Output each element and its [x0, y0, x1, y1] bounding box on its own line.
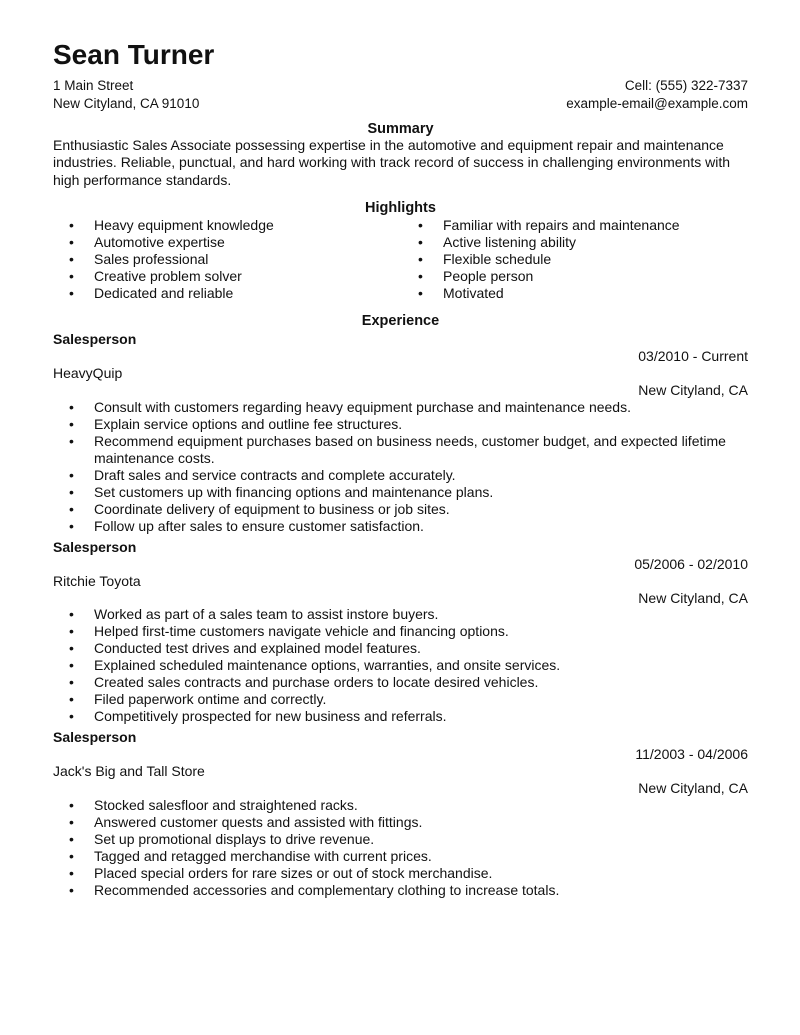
candidate-name: Sean Turner [53, 39, 215, 70]
job-bullet: • Set customers up with financing options and maintenance plans. [53, 484, 753, 501]
job-bullet: • Consult with customers regarding heavy equipment purchase and maintenance needs. [53, 399, 753, 416]
highlights-heading: Highlights [365, 200, 436, 216]
job-title: Salesperson [53, 331, 137, 347]
job-company: Jack's Big and Tall Store [53, 763, 205, 779]
job-bullets [53, 399, 753, 535]
summary-heading: Summary [367, 121, 434, 137]
phone: Cell: (555) 322-7337 [624, 78, 748, 93]
job-bullet: • Recommend equipment purchases based on business needs, customer budget, and expected lifetime maintenance costs. [53, 433, 753, 467]
experience-heading: Experience [361, 313, 440, 329]
job-bullet: • Explained scheduled maintenance options, warranties, and onsite services. [53, 657, 753, 674]
job-dates: 05/2006 - 02/2010 [634, 556, 748, 572]
job-bullet: • Set up promotional displays to drive revenue. [53, 831, 753, 848]
job-bullets [53, 606, 753, 725]
job-bullet: • Filed paperwork ontime and correctly. [53, 691, 753, 708]
job-bullet: • Helped first-time customers navigate vehicle and financing options. [53, 623, 753, 640]
highlight-item: • Active listening ability [402, 234, 752, 251]
job-bullet: • Stocked salesfloor and straightened racks. [53, 797, 753, 814]
job-bullets [53, 797, 753, 899]
summary-text: Enthusiastic Sales Associate possessing expertise in the automotive and equipment repair and maintenance industries. Reliable, punctual, and hard working with track record of success in challenging environments with high performance standards. [53, 137, 731, 188]
job-title: Salesperson [53, 729, 137, 745]
job-bullet: • Recommended accessories and complementary clothing to increase totals. [53, 882, 753, 899]
job-bullet: • Explain service options and outline fee structures. [53, 416, 753, 433]
job-bullet: • Conducted test drives and explained model features. [53, 640, 753, 657]
job-bullet: • Coordinate delivery of equipment to business or job sites. [53, 501, 753, 518]
job-title: Salesperson [53, 539, 137, 555]
job-location: New Cityland, CA [638, 780, 748, 796]
highlights-right-list [402, 217, 752, 302]
highlights-left-list [53, 217, 393, 302]
highlight-item: • Familiar with repairs and maintenance [402, 217, 752, 234]
highlight-item: • Motivated [402, 285, 752, 302]
highlight-item: • Dedicated and reliable [53, 285, 393, 302]
job-bullet: • Placed special orders for rare sizes or out of stock merchandise. [53, 865, 753, 882]
job-dates: 11/2003 - 04/2006 [635, 746, 748, 762]
contact-row-1 [53, 77, 748, 94]
job-bullet: • Worked as part of a sales team to assist instore buyers. [53, 606, 753, 623]
highlight-item: • Sales professional [53, 251, 393, 268]
job-bullet: • Answered customer quests and assisted with fittings. [53, 814, 753, 831]
address-line-2: New Cityland, CA 91010 [53, 96, 200, 111]
job-bullet: • Competitively prospected for new business and referrals. [53, 708, 753, 725]
contact-row-2 [53, 95, 748, 112]
job-bullet: • Tagged and retagged merchandise with current prices. [53, 848, 753, 865]
job-dates: 03/2010 - Current [638, 348, 748, 364]
email: example-email@example.com [566, 96, 748, 111]
highlight-item: • Creative problem solver [53, 268, 393, 285]
job-company: HeavyQuip [53, 365, 123, 381]
job-bullet: • Follow up after sales to ensure customer satisfaction. [53, 518, 753, 535]
highlight-item: • People person [402, 268, 752, 285]
address-line-1: 1 Main Street [53, 78, 134, 93]
job-location: New Cityland, CA [638, 590, 748, 606]
highlight-item: • Flexible schedule [402, 251, 752, 268]
job-location: New Cityland, CA [638, 382, 748, 398]
job-bullet: • Created sales contracts and purchase orders to locate desired vehicles. [53, 674, 753, 691]
highlight-item: • Heavy equipment knowledge [53, 217, 393, 234]
job-bullet: • Draft sales and service contracts and complete accurately. [53, 467, 753, 484]
job-company: Ritchie Toyota [53, 573, 141, 589]
highlight-item: • Automotive expertise [53, 234, 393, 251]
